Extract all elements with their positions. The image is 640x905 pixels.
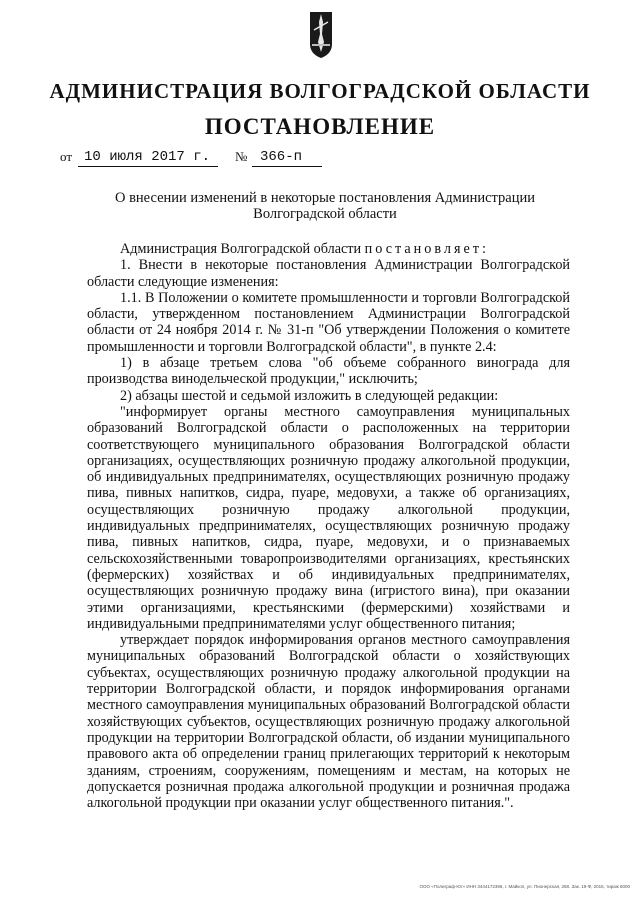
subject-heading	[0, 190, 640, 222]
subject-line-2: Волгоградской области	[253, 206, 397, 222]
intro-decree-word: постановляет:	[364, 241, 489, 257]
document-number: 366-п	[260, 149, 303, 165]
quoted-paragraph-2: утверждает порядок информирования органов местного самоуправления муниципальных образований Волгоградской области о хозяйствующих субъектах, осуществляющих розничную продажу алкогольной продукции на территории Волгоградской области, и порядок информирования органами местного самоуправления муниципальных образований Волгоградской области хозяйствующих субъектов, осуществляющих розничную продажу алкогольной продукции на территории Волгоградской области, об издании муниципального правового акта об определении границ прилегающих территорий к некоторым зданиям, строениям, сооружениям, помещениям и местам, на которых не допускается розничная продажа алкогольной продукции и розничная продажа алкогольной продукции при оказании услуг общественного питания.".	[87, 632, 570, 812]
intro-paragraph	[87, 241, 570, 257]
document-date: 10 июля 2017 г.	[84, 149, 211, 165]
document-type-title: ПОСТАНОВЛЕНИЕ	[204, 114, 436, 139]
number-underline	[252, 166, 322, 167]
emblem-graphic	[304, 8, 338, 60]
date-underline	[78, 166, 218, 167]
paragraph-1: 1. Внести в некоторые постановления Администрации Волгоградской области следующие изменения:	[87, 257, 570, 290]
intro-prefix: Администрация Волгоградской области	[120, 241, 362, 257]
subject-line-1: О внесении изменений в некоторые постановления Администрации	[114, 190, 536, 206]
paragraph-1-1: 1.1. В Положении о комитете промышленности и торговли Волгоградской области, утвержденном постановлением Администрации Волгоградской области от 24 ноября 2014 г. № 31-п "Об утверждении Положения о комитете промышленности и торговли Волгоградской области", в пункте 2.4:	[87, 289, 570, 355]
printer-imprint: ООО «Полиграф-Юг» ИНН 3444172396, г. Майкоп, ул. Пионерская, 268. Зак. 19-Ф, 2015, тираж 6000	[419, 884, 630, 889]
from-label: от	[60, 149, 73, 164]
paragraph-1-1-item-2: 2) абзацы шестой и седьмой изложить в следующей редакции:	[120, 387, 499, 404]
date-number-line	[60, 147, 360, 169]
number-label: №	[235, 149, 248, 164]
quoted-paragraph-1: "информирует органы местного самоуправления муниципальных образований Волгоградской области о расположенных на территории соответствующего муниципального образования Волгоградской области организациях, осуществляющих розничную продажу алкогольной продукции, об индивидуальных предпринимателях, осуществляющих розничную продажу пива, пивных напитков, сидра, пуаре, медовухи, а также об организациях, осуществляющих розничную продажу алкогольной продукции, индивидуальных предпринимателях, осуществляющих розничную продажу пива, пивных напитков, сидра, пуаре, медовухи, и о признаваемых сельскохозяйственными товаропроизводителями организациях, крестьянских (фермерских) хозяйствах и об индивидуальных предпринимателях, осуществляющих розничную продажу вина (игристого вина), при оказании этими организациями, крестьянскими (фермерскими) хозяйствами и индивидуальными предпринимателями услуг общественного питания;	[87, 403, 570, 632]
coat-of-arms-icon	[304, 8, 338, 60]
document-body	[87, 241, 570, 811]
organization-name: АДМИНИСТРАЦИЯ ВОЛГОГРАДСКОЙ ОБЛАСТИ	[49, 79, 591, 103]
paragraph-1-1-item-1: 1) в абзаце третьем слова "об объеме собранного винограда для производства винодельческой продукции," исключить;	[87, 355, 570, 388]
